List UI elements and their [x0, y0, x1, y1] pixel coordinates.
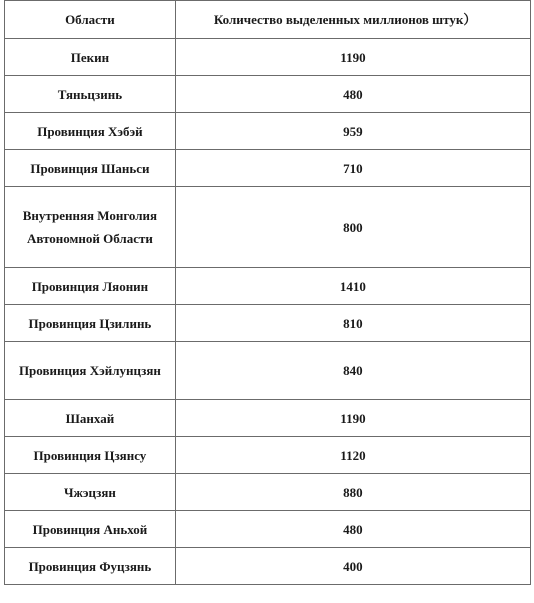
region-cell: Провинция Шаньси: [5, 150, 176, 187]
region-cell: Внутренняя Монголия Автономной Области: [5, 187, 176, 268]
header-amount: Количество выделенных миллионов штук）: [175, 1, 530, 39]
amount-cell: 710: [175, 150, 530, 187]
amount-cell: 480: [175, 76, 530, 113]
amount-cell: 1190: [175, 400, 530, 437]
amount-cell: 1190: [175, 39, 530, 76]
region-cell: Провинция Цзилинь: [5, 305, 176, 342]
region-cell: Провинция Аньхой: [5, 511, 176, 548]
header-region: Области: [5, 1, 176, 39]
table-row: [5, 437, 531, 474]
table-row: [5, 511, 531, 548]
header-row: [5, 1, 531, 39]
region-cell: Шанхай: [5, 400, 176, 437]
region-cell: Провинция Ляонин: [5, 268, 176, 305]
table-row: [5, 150, 531, 187]
amount-cell: 810: [175, 305, 530, 342]
region-cell: Пекин: [5, 39, 176, 76]
regions-table: [4, 0, 531, 585]
table-row: [5, 342, 531, 400]
amount-cell: 840: [175, 342, 530, 400]
table-row: [5, 474, 531, 511]
region-cell: Провинция Фуцзянь: [5, 548, 176, 585]
region-cell: Провинция Цзянсу: [5, 437, 176, 474]
amount-cell: 959: [175, 113, 530, 150]
amount-cell: 880: [175, 474, 530, 511]
amount-cell: 480: [175, 511, 530, 548]
table-row: [5, 187, 531, 268]
amount-cell: 1120: [175, 437, 530, 474]
amount-cell: 800: [175, 187, 530, 268]
region-cell: Провинция Хэйлунцзян: [5, 342, 176, 400]
table-row: [5, 113, 531, 150]
table-row: [5, 548, 531, 585]
table-row: [5, 400, 531, 437]
region-cell: Провинция Хэбэй: [5, 113, 176, 150]
region-cell: Тяньцзинь: [5, 76, 176, 113]
region-cell: Чжэцзян: [5, 474, 176, 511]
table-row: [5, 305, 531, 342]
table-row: [5, 39, 531, 76]
amount-cell: 400: [175, 548, 530, 585]
amount-cell: 1410: [175, 268, 530, 305]
table-row: [5, 76, 531, 113]
table-row: [5, 268, 531, 305]
